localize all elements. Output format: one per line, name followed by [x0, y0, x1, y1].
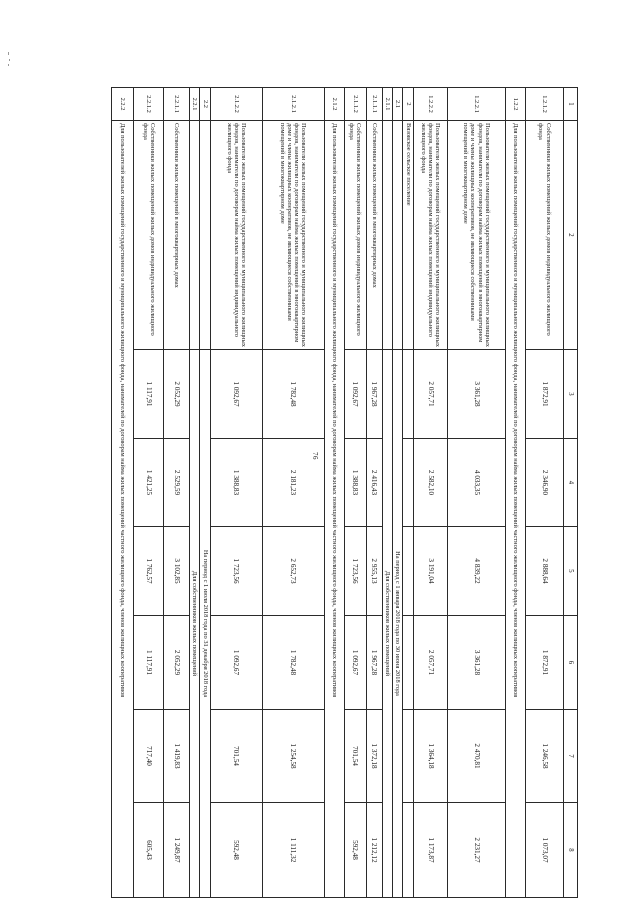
cell-col-8: 592,48	[344, 803, 366, 898]
table-row	[112, 88, 134, 898]
span-row-text: Для пользователей жилых помещений государственного и муниципального жилищного фонда, нанимателей по договорам найма жилых помещений частного жилищного фонда, членов жилищных кооперативов	[112, 121, 134, 898]
cell-col-3: 2 052,29	[164, 350, 190, 439]
row-code: 1.2.1.2	[526, 88, 564, 121]
row-description: Пользователи жилых помещений государственного и муниципального жилищных фондов, наниматели по договорам найма жилых помещений в многоквартирном доме и члены жилищных кооперативов, не являющиеся собственниками помещений в многоквартирном доме	[448, 121, 506, 350]
cell-col-8: 605,43	[134, 803, 164, 898]
row-code: 2.2.1	[190, 88, 200, 121]
cell-col-8: 1 111,32	[262, 803, 324, 898]
scan-speck	[8, 52, 9, 55]
cell-col-7: 1 246,58	[526, 710, 564, 803]
cell-col-5: 1 723,56	[210, 527, 262, 616]
cell-col-6: 3 361,28	[448, 616, 506, 710]
cell-col-5: 4 839,22	[448, 527, 506, 616]
cell-col-6: 1 117,91	[134, 616, 164, 710]
table-row	[200, 88, 210, 898]
table-row	[392, 88, 402, 898]
scan-speck	[9, 59, 10, 61]
cell-col-5: 3 191,04	[414, 527, 448, 616]
table-row	[210, 88, 262, 898]
row-code: 2.1.1	[382, 88, 392, 121]
cell-col-3: 1 872,91	[526, 350, 564, 439]
row-code: 2.1.1.1	[366, 88, 382, 121]
cell-col-5: 2 652,73	[262, 527, 324, 616]
row-description: Собственники жилых помещений в многоквартирных домах	[164, 121, 190, 350]
row-description: Пользователи жилых помещений государственного и муниципального жилищных фондов, наниматели по договорам найма жилых помещений индивидуального жилищного фонда	[210, 121, 262, 350]
cell-col-6: 1 092,67	[344, 616, 366, 710]
section-title: Вязовское сельское поселение	[403, 121, 414, 350]
cell-col-7: 1 372,18	[366, 710, 382, 803]
cell-col-4: 2 416,43	[366, 439, 382, 527]
cell-col-7: 701,54	[344, 710, 366, 803]
cell-col-5: 1 723,56	[344, 527, 366, 616]
cell-col-8: 2 231,27	[448, 803, 506, 898]
row-code: 2.1.2	[324, 88, 344, 121]
row-code: 2.2.1.1	[164, 88, 190, 121]
row-code: 2.1.1.2	[344, 88, 366, 121]
cell-col-4: 1 388,83	[344, 439, 366, 527]
cell-col-4: 1 421,25	[134, 439, 164, 527]
cell-col-7: 717,40	[134, 710, 164, 803]
span-row-text: Для пользователей жилых помещений государственного и муниципального жилищного фонда, нанимателей по договорам найма жилых помещений частного жилищного фонда, членов жилищных кооперативов	[506, 121, 526, 898]
cell-col-3: 1 782,48	[262, 350, 324, 439]
period-title: На период с 1 января 2018 года по 30 июня 2018 года	[392, 350, 402, 898]
table-row	[526, 88, 564, 898]
row-description: Собственники жилых помещений жилых домов индивидуального жилищного фонда	[134, 121, 164, 350]
table-row	[134, 88, 164, 898]
table-row	[403, 88, 414, 898]
cell-col-5: 2 955,13	[366, 527, 382, 616]
cell-col-3: 3 361,28	[448, 350, 506, 439]
cell-col-6: 1 872,91	[526, 616, 564, 710]
cell-col-5: 2 888,64	[526, 527, 564, 616]
period-title: На период с 1 июля 2018 года по 31 декабря 2018 года	[200, 350, 210, 898]
row-code: 2.2.1.2	[134, 88, 164, 121]
cell-col-3: 2 057,71	[414, 350, 448, 439]
cell-col-4: 1 388,83	[210, 439, 262, 527]
row-description: Собственники жилых помещений жилых домов индивидуального жилищного фонда	[526, 121, 564, 350]
cell-col-6: 2 057,71	[414, 616, 448, 710]
cell-col-8: 1 173,87	[414, 803, 448, 898]
row-description: Пользователи жилых помещений государственного и муниципального жилищных фондов, наниматели по договорам найма жилых помещений индивидуального жилищного фонда	[414, 121, 448, 350]
cell-col-8: 592,48	[210, 803, 262, 898]
cell-col-5: 1 762,57	[134, 527, 164, 616]
table-row	[366, 88, 382, 898]
header-col-6: 6	[564, 616, 578, 710]
cell-col-6: 2 052,29	[164, 616, 190, 710]
row-code: 2.1	[392, 88, 402, 121]
row-description: Пользователи жилых помещений государственного и муниципального жилищных фондов, наниматели по договорам найма жилых помещений в многоквартирном доме и члены жилищных кооперативов, не являющиеся собственниками помещений в многоквартирном доме	[262, 121, 324, 350]
table-row	[506, 88, 526, 898]
table-row	[324, 88, 344, 898]
cell-col-7: 2 470,81	[448, 710, 506, 803]
cell-col-6: 1 967,28	[366, 616, 382, 710]
row-code: 1.2.2.2	[414, 88, 448, 121]
row-code: 1.2.2	[506, 88, 526, 121]
cell-col-4: 2 181,23	[262, 439, 324, 527]
cell-col-4: 4 033,35	[448, 439, 506, 527]
header-col-2: 2	[564, 121, 578, 350]
header-col-5: 5	[564, 527, 578, 616]
rotated-table-container	[118, 87, 578, 897]
cell-col-3: 1 967,28	[366, 350, 382, 439]
cell-col-3: 1 117,91	[134, 350, 164, 439]
period-subtitle: Для собственников жилых помещений	[190, 350, 200, 898]
row-description: Собственники жилых помещений в многоквартирных домах	[366, 121, 382, 350]
page-number: 76	[311, 452, 319, 460]
cell-col-7: 1 419,83	[164, 710, 190, 803]
cell-col-7: 701,54	[210, 710, 262, 803]
cell-col-8: 1 212,12	[366, 803, 382, 898]
header-col-3: 3	[564, 350, 578, 439]
cell-col-7: 1 254,58	[262, 710, 324, 803]
table-row	[448, 88, 506, 898]
table-row	[262, 88, 324, 898]
table-row	[190, 88, 200, 898]
table-row	[382, 88, 392, 898]
span-row-text: Для пользователей жилых помещений государственного и муниципального жилищного фонда, нанимателей по договорам найма жилых помещений частного жилищного фонда, членов жилищных кооперативов	[324, 121, 344, 898]
cell-col-4: 2 346,90	[526, 439, 564, 527]
cell-col-8: 1 249,87	[164, 803, 190, 898]
row-code: 2	[403, 88, 414, 121]
cell-col-4: 2 582,10	[414, 439, 448, 527]
row-description: Собственники жилых помещений жилых домов индивидуального жилищного фонда	[344, 121, 366, 350]
cell-col-3: 1 092,67	[210, 350, 262, 439]
scan-speck	[8, 64, 9, 66]
cell-col-3: 1 092,67	[344, 350, 366, 439]
table-row	[164, 88, 190, 898]
cell-col-8: 1 073,07	[526, 803, 564, 898]
cell-col-5: 3 102,85	[164, 527, 190, 616]
header-col-7: 7	[564, 710, 578, 803]
header-col-1: 1	[564, 88, 578, 121]
row-code: 1.2.2.1	[448, 88, 506, 121]
header-col-4: 4	[564, 439, 578, 527]
table-row	[414, 88, 448, 898]
table-row	[344, 88, 366, 898]
row-code: 2.2	[200, 88, 210, 121]
cell-col-4: 2 529,59	[164, 439, 190, 527]
row-code: 2.1.2.1	[262, 88, 324, 121]
table-header-row	[564, 88, 578, 898]
tariff-table	[111, 87, 578, 898]
cell-col-7: 1 364,18	[414, 710, 448, 803]
header-col-8: 8	[564, 803, 578, 898]
row-code: 2.2.2	[112, 88, 134, 121]
cell-col-6: 1 092,67	[210, 616, 262, 710]
period-subtitle: Для собственников жилых помещений	[382, 350, 392, 898]
row-code: 2.1.2.2	[210, 88, 262, 121]
cell-col-6: 1 782,48	[262, 616, 324, 710]
